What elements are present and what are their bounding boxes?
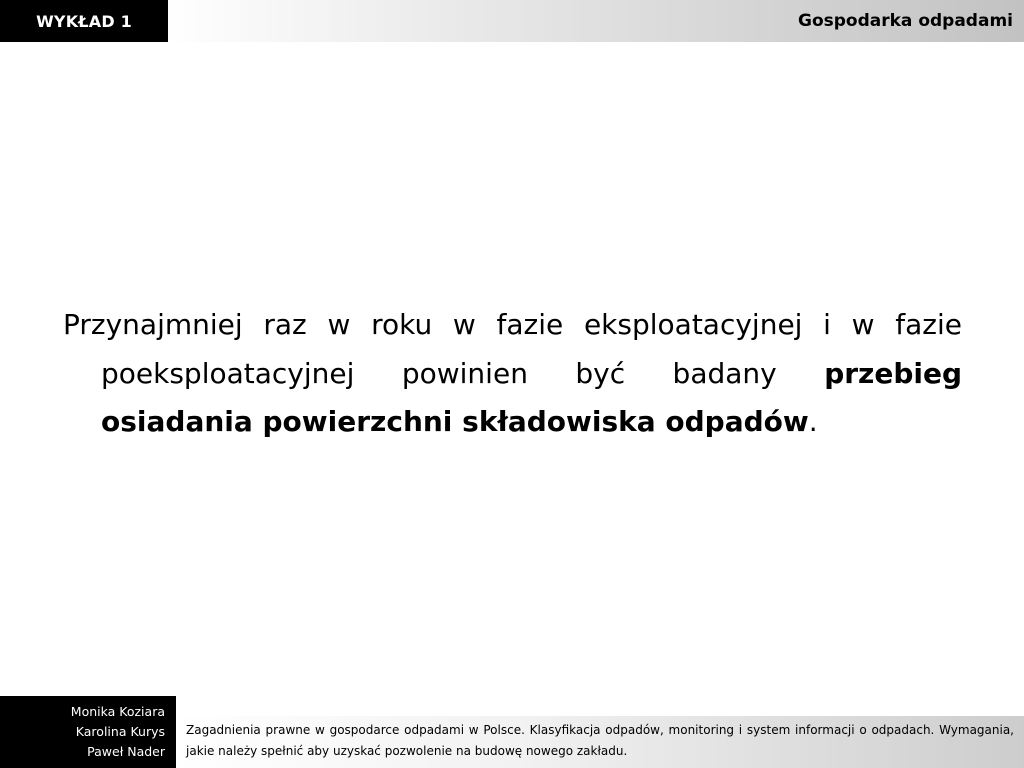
- lecture-badge: WYKŁAD 1: [0, 0, 168, 42]
- author-name: Paweł Nader: [87, 744, 165, 759]
- authors-box: [0, 696, 176, 768]
- paragraph-text: Przynajmniej raz w roku w fazie eksploatacyjnej i w fazie poeksploatacyjnej powinien być badany: [63, 308, 962, 390]
- paragraph-end: .: [808, 405, 818, 438]
- author-name: Karolina Kurys: [75, 724, 165, 739]
- footer-description: Zagadnienia prawne w gospodarce odpadami w Polsce. Klasyfikacja odpadów, monitoring i system informacji o odpadach. Wymagania, jakie należy spełnić aby uzyskać pozwolenie na budowę nowego zakładu.: [186, 723, 1014, 758]
- course-title: Gospodarka odpadami: [798, 11, 1013, 31]
- paragraph-bold-text: przebieg osiadania powierzchni składowiska odpadów: [101, 356, 962, 438]
- author-name: Monika Koziara: [70, 704, 165, 719]
- main-paragraph: [63, 301, 962, 447]
